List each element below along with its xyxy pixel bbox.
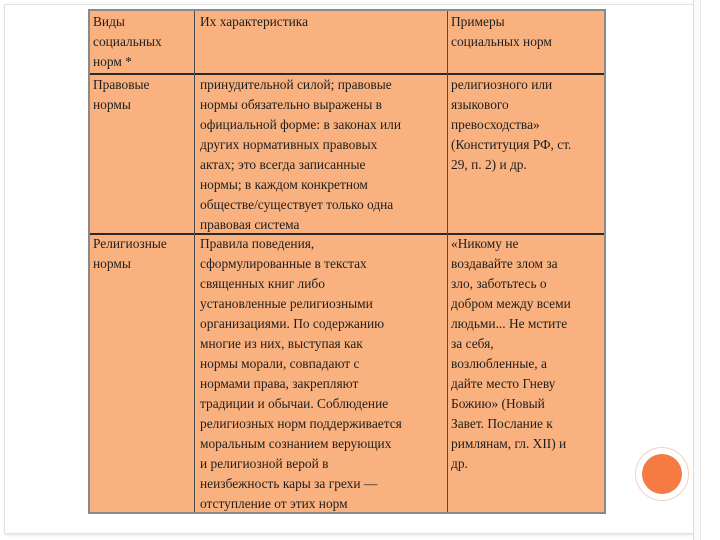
- cell-norm-type: Правовые нормы: [93, 77, 150, 112]
- cell-norm-type: Религиозные нормы: [93, 236, 167, 271]
- slide-side-border: [693, 0, 701, 540]
- cell-description: Правила поведения, сформулированные в текстах священных книг либо установленные религиозными организациями. По содержанию многие из них, выступая как нормы морали, совпадают с нормами права, закрепляют традиции и обычаи. Соблюдение религиозных норм поддерживается моральным сознанием верующих и религиозной верой в неизбежность кары за грехи — отступление от этих норм: [200, 236, 402, 511]
- column-divider: [194, 11, 195, 512]
- table-row-legal-norms: [90, 74, 604, 233]
- table-header-row: [90, 11, 604, 74]
- social-norms-table: [88, 9, 606, 514]
- row-divider: [90, 73, 604, 75]
- row-divider: [90, 233, 604, 235]
- column-divider: [447, 11, 448, 512]
- cell-description: принудительной силой; правовые нормы обязательно выражены в официальной форме: в законах или других нормативных правовых актах; это всегда записанные нормы; в каждом конкретном обществе/существует только одна правовая система: [200, 77, 402, 232]
- header-norm-types: Виды социальных норм *: [93, 14, 162, 69]
- cell-example: «Никому не воздавайте злом за зло, заботьтесь о добром между всеми людьми... Не мстите за себя, возлюбленные, а дайте место Гневу Божию» (Новый Завет. Послание к римлянам, гл. XII) и др.: [451, 236, 571, 471]
- table-row-religious-norms: [90, 233, 604, 514]
- decorative-orange-circle: [642, 454, 682, 494]
- cell-example: религиозного или языкового превосходства» (Конституция РФ, ст. 29, п. 2) и др.: [451, 77, 572, 172]
- header-characteristics: Их характеристика: [200, 14, 309, 29]
- header-examples: Примеры социальных норм: [451, 14, 552, 49]
